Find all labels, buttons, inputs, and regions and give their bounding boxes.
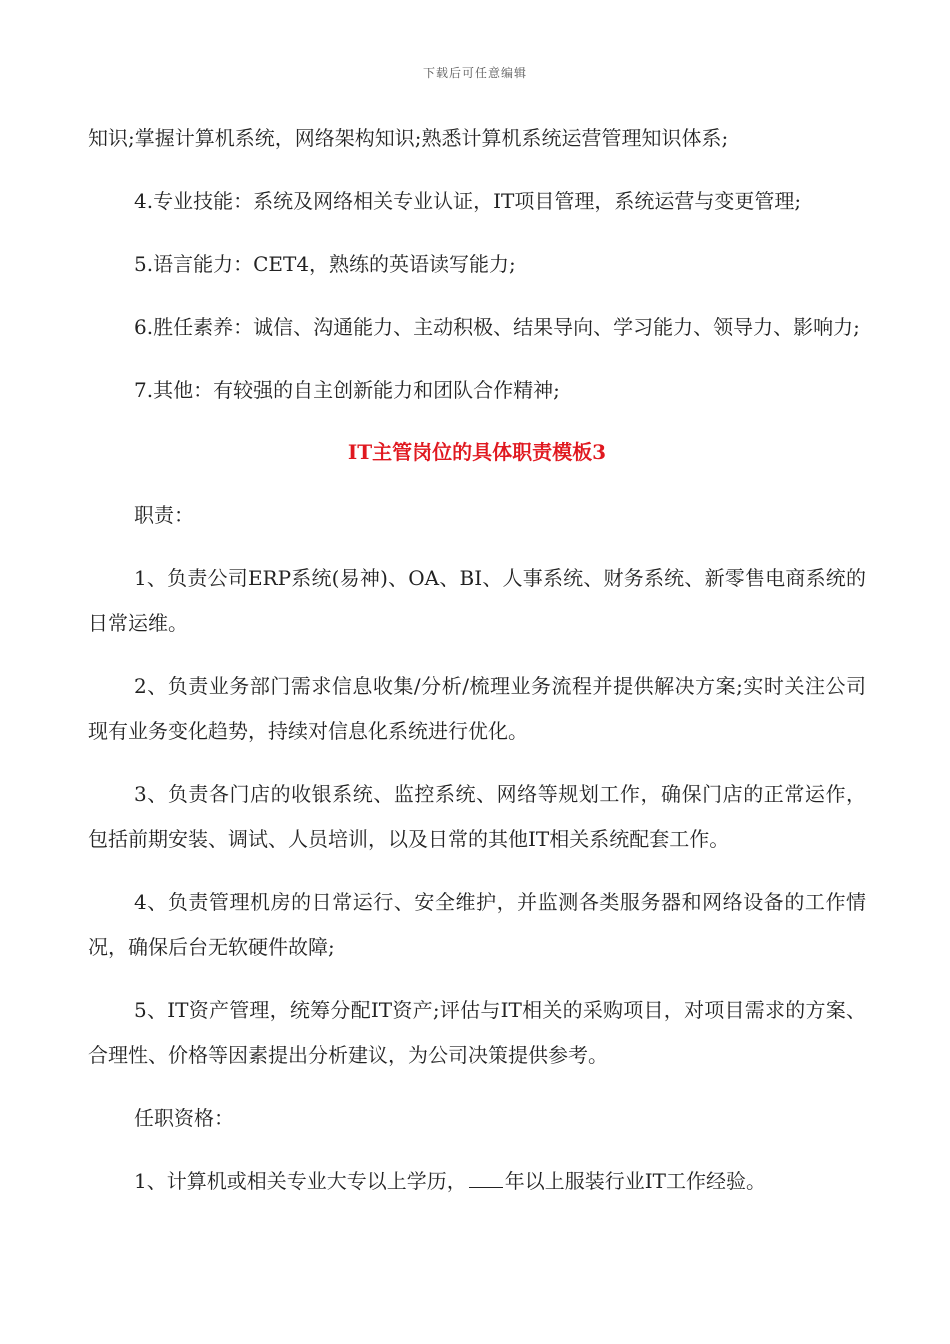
document-body — [88, 116, 866, 1222]
duty-item-1: 1、负责公司ERP系统(易神)、OA、BI、人事系统、财务系统、新零售电商系统的日常运维。 — [88, 566, 866, 635]
paragraph-competency: 6.胜任素养：诚信、沟通能力、主动积极、结果导向、学习能力、领导力、影响力; — [134, 315, 860, 339]
fill-in-blank — [469, 1186, 503, 1188]
section-title: IT主管岗位的具体职责模板3 — [347, 440, 607, 464]
qualification-item-1-after: 年以上服装行业IT工作经验。 — [504, 1169, 766, 1193]
duty-item-5: 5、IT资产管理，统筹分配IT资产;评估与IT相关的采购项目，对项目需求的方案、合理性、价格等因素提出分析建议，为公司决策提供参考。 — [88, 998, 866, 1067]
paragraph-knowledge: 知识;掌握计算机系统，网络架构知识;熟悉计算机系统运营管理知识体系; — [88, 126, 729, 150]
paragraph-skills: 4.专业技能：系统及网络相关专业认证，IT项目管理，系统运营与变更管理; — [134, 189, 802, 213]
duty-item-2: 2、负责业务部门需求信息收集/分析/梳理业务流程并提供解决方案;实时关注公司现有业务变化趋势，持续对信息化系统进行优化。 — [88, 674, 866, 743]
page-header: 下载后可任意编辑 — [422, 66, 527, 80]
qualification-item-1 — [88, 1159, 866, 1204]
paragraph-language: 5.语言能力：CET4，熟练的英语读写能力; — [134, 252, 516, 276]
duties-label: 职责： — [134, 503, 194, 527]
duty-item-3: 3、负责各门店的收银系统、监控系统、网络等规划工作，确保门店的正常运作，包括前期安装、调试、人员培训，以及日常的其他IT相关系统配套工作。 — [88, 782, 866, 851]
duty-item-4: 4、负责管理机房的日常运行、安全维护，并监测各类服务器和网络设备的工作情况，确保后台无软硬件故障; — [88, 890, 866, 959]
qualification-item-1-before: 1、计算机或相关专业大专以上学历， — [134, 1169, 467, 1193]
qualifications-label: 任职资格： — [134, 1106, 234, 1130]
paragraph-other: 7.其他：有较强的自主创新能力和团队合作精神; — [134, 378, 560, 402]
